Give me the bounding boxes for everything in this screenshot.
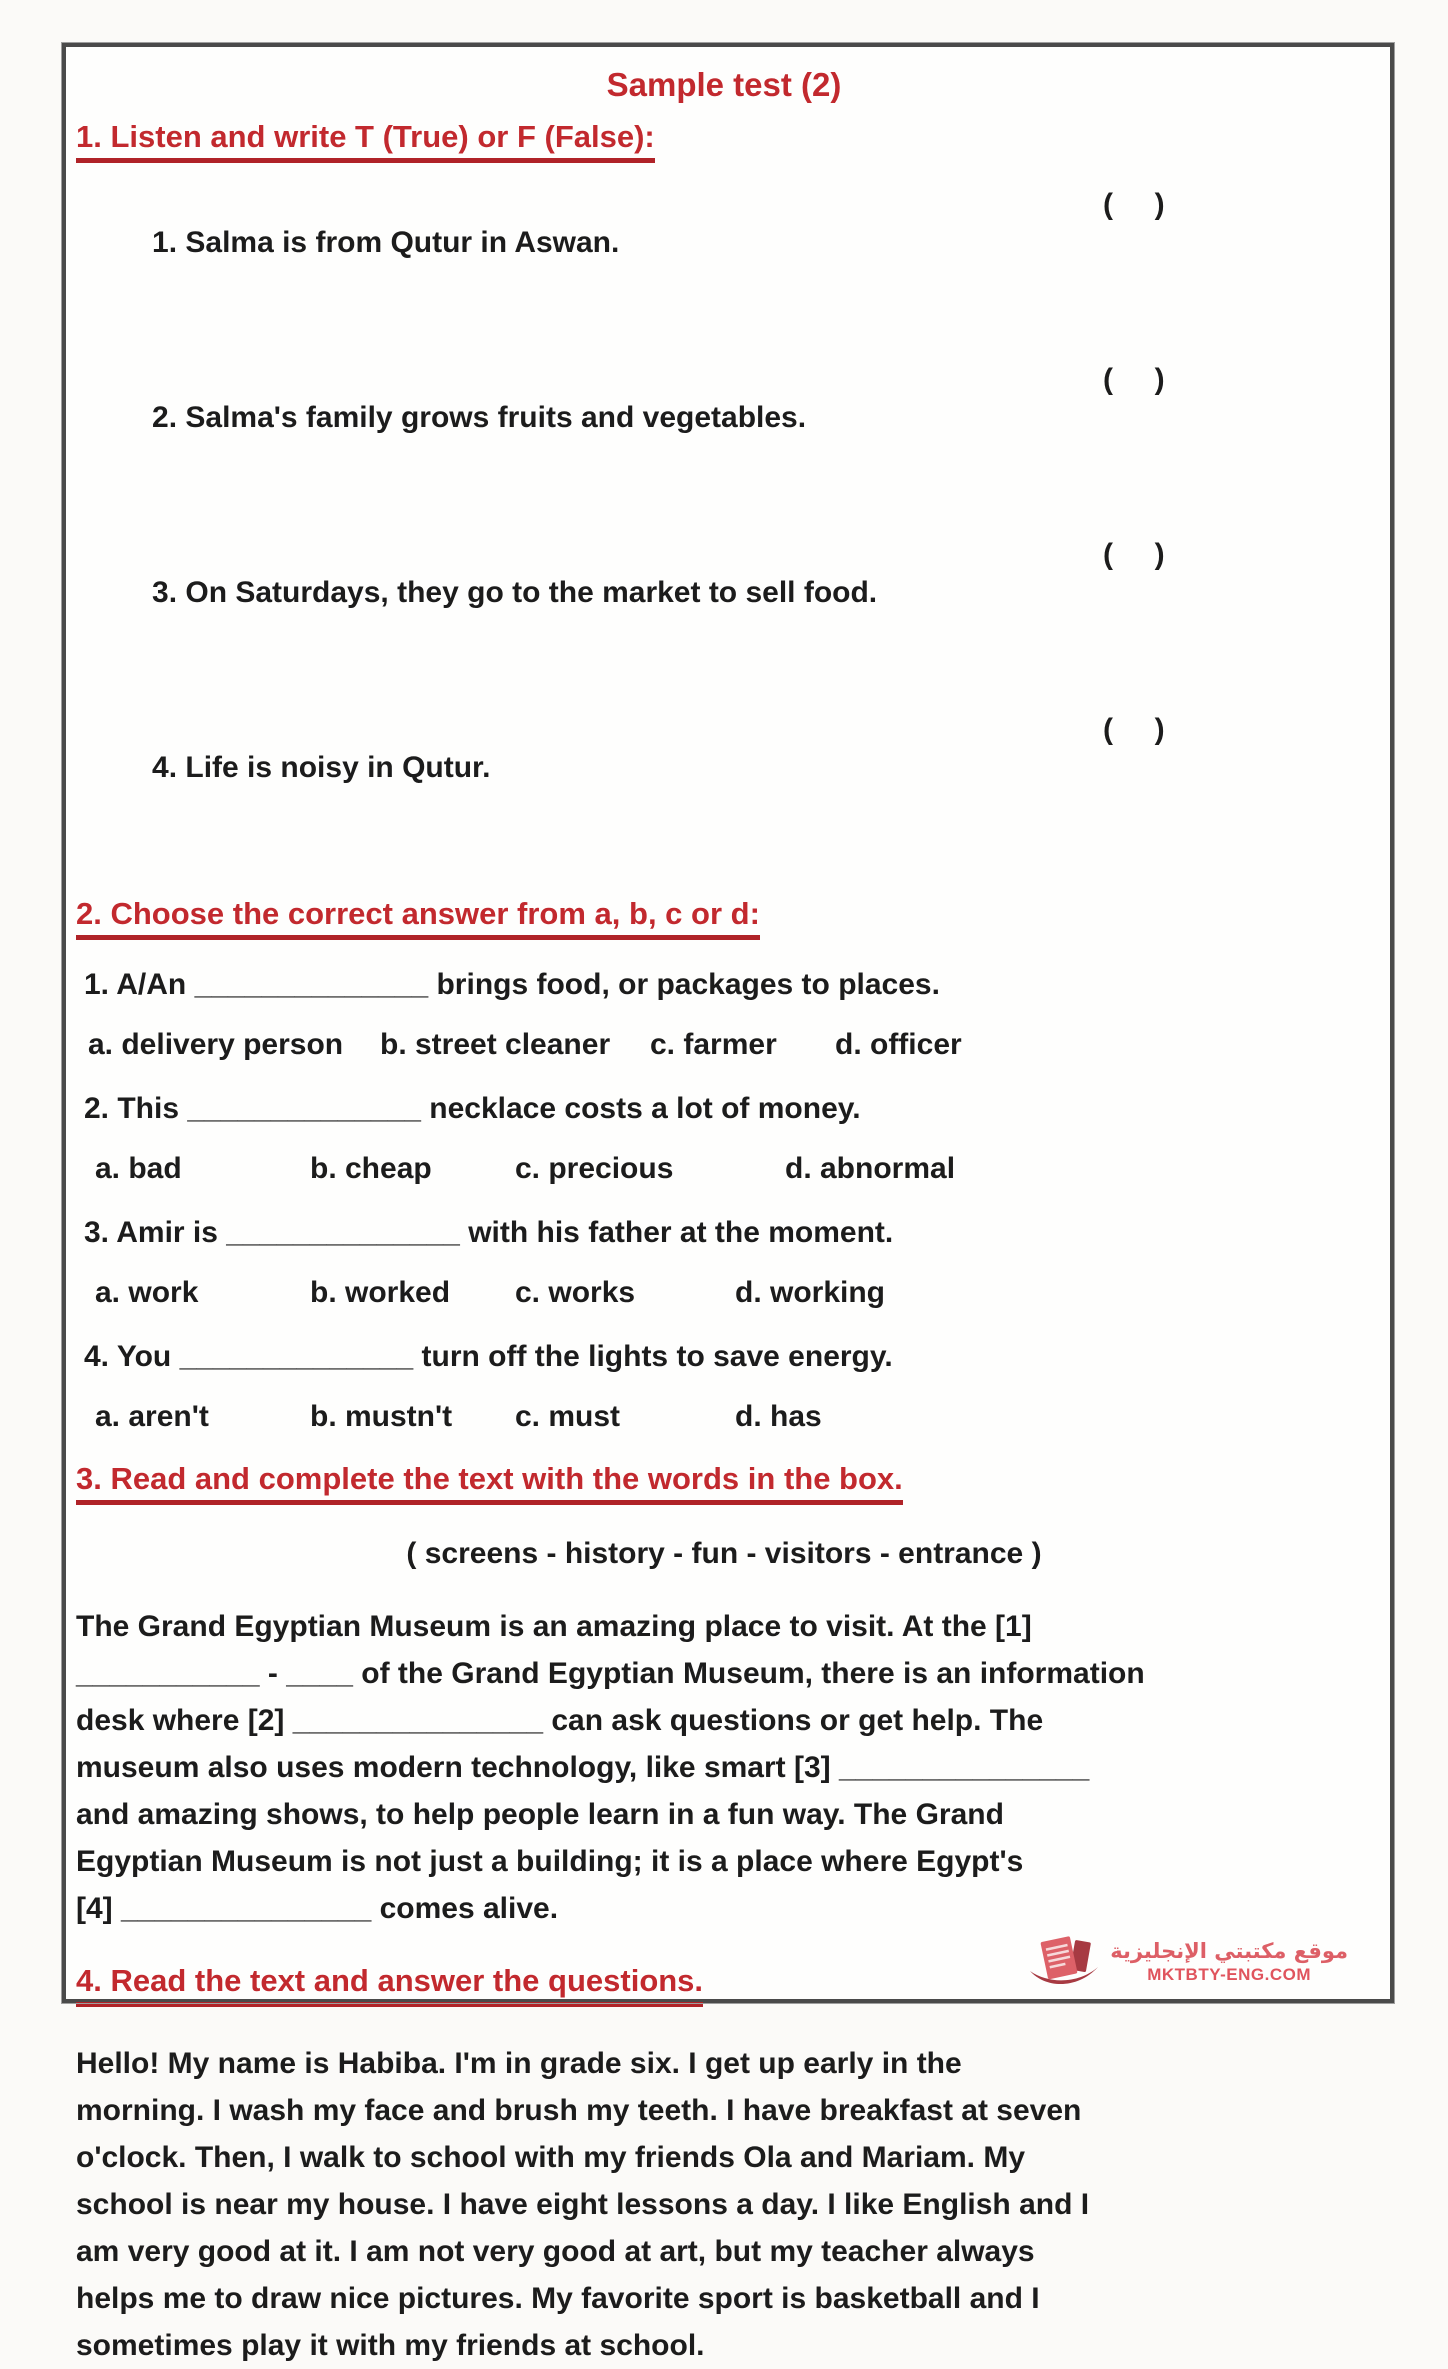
- truefalse-item-1: [76, 186, 1372, 338]
- cloze-line: and amazing shows, to help people learn in a fun way. The Grand: [76, 1798, 1004, 1831]
- mcq-options-1: [76, 1026, 1372, 1064]
- reading-line: o'clock. Then, I walk to school with my friends Ola and Mariam. My: [76, 2141, 1025, 2174]
- site-logo: [1028, 1933, 1348, 1991]
- reading-line: Hello! My name is Habiba. I'm in grade six. I get up early in the: [76, 2047, 962, 2080]
- mcq-stem-3: 3. Amir is ______________ with his father at the moment.: [84, 1216, 894, 1249]
- mcq-stem-4: 4. You ______________ turn off the lights to save energy.: [84, 1340, 893, 1373]
- mcq-option-b: b. cheap: [310, 1152, 432, 1185]
- cloze-line: The Grand Egyptian Museum is an amazing place to visit. At the [1]: [76, 1610, 1032, 1643]
- answer-parens: ( ): [1103, 363, 1165, 396]
- cloze-line: [4] _______________ comes alive.: [76, 1892, 559, 1925]
- section4-heading-text: 4. Read the text and answer the questions.: [76, 1962, 703, 2007]
- cloze-line: Egyptian Museum is not just a building; it is a place where Egypt's: [76, 1845, 1024, 1878]
- cloze-line: desk where [2] _______________ can ask questions or get help. The: [76, 1704, 1044, 1737]
- reading-line: sometimes play it with my friends at school.: [76, 2329, 705, 2362]
- answer-parens: ( ): [1103, 713, 1165, 746]
- answer-parens: ( ): [1103, 538, 1165, 571]
- mcq-option-a: a. delivery person: [88, 1028, 344, 1061]
- mcq-option-d: d. officer: [835, 1028, 962, 1061]
- mcq-option-c: c. works: [515, 1276, 636, 1309]
- worksheet-frame: [62, 43, 1394, 2362]
- section2-heading: [76, 895, 1372, 940]
- cloze-line: ___________ - ____ of the Grand Egyptian Museum, there is an information: [76, 1657, 1145, 1690]
- logo-text-block: [1110, 1938, 1348, 1986]
- mcq-option-b: b. worked: [310, 1276, 451, 1309]
- mcq-option-d: d. abnormal: [785, 1152, 956, 1185]
- logo-site-url: MKTBTY-ENG.COM: [1147, 1965, 1312, 1984]
- reading-line: am very good at it. I am not very good at art, but my teacher always: [76, 2235, 1035, 2268]
- logo-site-name-arabic: موقع مكتبتي الإنجليزية: [1110, 1939, 1348, 1963]
- mcq-option-c: c. farmer: [650, 1028, 777, 1061]
- truefalse-text: 1. Salma is from Qutur in Aswan.: [152, 226, 620, 259]
- mcq-option-a: a. bad: [95, 1152, 182, 1185]
- mcq-option-c: c. precious: [515, 1152, 674, 1185]
- reading-paragraph: [76, 2040, 1372, 2369]
- mcq-option-b: b. street cleaner: [380, 1028, 611, 1061]
- section1-heading: [76, 118, 1372, 163]
- mcq-stem-2: 2. This ______________ necklace costs a lot of money.: [84, 1092, 861, 1125]
- cloze-line: museum also uses modern technology, like smart [3] _______________: [76, 1751, 1090, 1784]
- mcq-option-d: d. has: [735, 1400, 822, 1433]
- logo-document-icon: [1028, 1933, 1102, 1991]
- section1-heading-text: 1. Listen and write T (True) or F (False):: [76, 118, 655, 163]
- section3-heading-text: 3. Read and complete the text with the words in the box.: [76, 1460, 903, 1505]
- mcq-options-4: [76, 1398, 1372, 1436]
- truefalse-item-3: [76, 536, 1372, 688]
- truefalse-text: 3. On Saturdays, they go to the market to sell food.: [152, 576, 878, 609]
- truefalse-text: 4. Life is noisy in Qutur.: [152, 751, 491, 784]
- section2-heading-text: 2. Choose the correct answer from a, b, c or d:: [76, 895, 760, 940]
- truefalse-item-2: [76, 361, 1372, 513]
- reading-line: school is near my house. I have eight lessons a day. I like English and I: [76, 2188, 1090, 2221]
- mcq-options-3: [76, 1274, 1372, 1312]
- truefalse-text: 2. Salma's family grows fruits and vegetables.: [152, 401, 807, 434]
- mcq-options-2: [76, 1150, 1372, 1188]
- mcq-option-a: a. aren't: [95, 1400, 209, 1433]
- mcq-option-a: a. work: [95, 1276, 199, 1309]
- answer-parens: ( ): [1103, 188, 1165, 221]
- mcq-stem-1: 1. A/An ______________ brings food, or packages to places.: [84, 968, 940, 1001]
- page-title: Sample test (2): [606, 66, 842, 103]
- mcq-option-d: d. working: [735, 1276, 885, 1309]
- reading-line: morning. I wash my face and brush my teeth. I have breakfast at seven: [76, 2094, 1082, 2127]
- mcq-option-c: c. must: [515, 1400, 621, 1433]
- truefalse-item-4: [76, 711, 1372, 863]
- word-box: ( screens - history - fun - visitors - entrance ): [406, 1537, 1042, 1570]
- mcq-option-b: b. mustn't: [310, 1400, 453, 1433]
- section3-heading: [76, 1460, 1372, 1505]
- cloze-paragraph: [76, 1603, 1372, 1932]
- reading-line: helps me to draw nice pictures. My favorite sport is basketball and I: [76, 2282, 1040, 2315]
